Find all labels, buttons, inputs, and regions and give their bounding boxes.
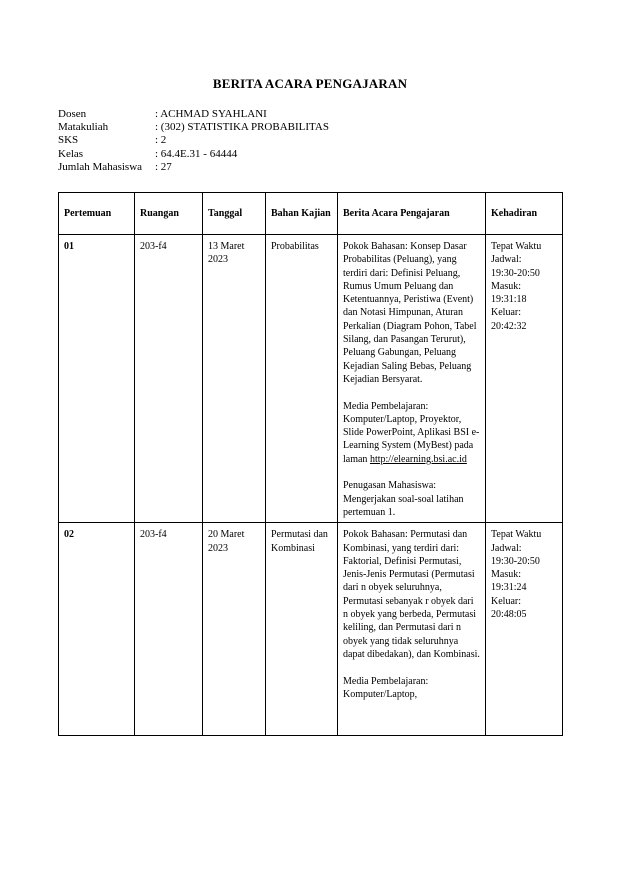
header-ruangan: Ruangan — [135, 193, 203, 235]
kehadiran-masuk-value: 19:31:18 — [491, 294, 527, 306]
info-label: Matakuliah — [58, 121, 109, 134]
info-label: Kelas — [58, 147, 84, 160]
info-value: : 64.4E.31 - 64444 — [155, 147, 238, 160]
kehadiran-jadwal-value: 19:30-20:50 — [491, 267, 540, 279]
info-label: SKS — [58, 134, 79, 147]
media-pembelajaran-text — [343, 400, 480, 466]
cell-berita-acara — [338, 235, 486, 523]
pokok-bahasan-text: Pokok Bahasan: Permutasi dan Kombinasi, yang terdiri dari: Faktorial, Definisi Permutasi, Jenis-Jenis Permutasi (Permutasi dari n obyek seluruhnya, Permutasi sebanyak r obyek dari n obyek yang berbeda, Permutasi keliling, dan Permutasi dari n obyek yang tidak seluruhnya dapat dibedakan), dan Kombinasi. — [343, 529, 480, 660]
kehadiran-status: Tepat Waktu — [491, 241, 542, 252]
info-value: : ACHMAD SYAHLANI — [155, 108, 267, 120]
kehadiran-keluar-value: 20:48:05 — [491, 609, 527, 621]
cell-bahan-kajian: Permutasi dan Kombinasi — [266, 523, 338, 736]
header-tanggal: Tanggal — [203, 193, 266, 235]
info-value: : (302) STATISTIKA PROBABILITAS — [155, 121, 329, 134]
document-title: BERITA ACARA PENGAJARAN — [212, 76, 408, 91]
cell-ruangan: 203-f4 — [135, 523, 203, 736]
kehadiran-keluar-value: 20:42:32 — [491, 320, 527, 332]
info-label: Jumlah Mahasiswa — [58, 160, 143, 173]
teaching-report-table — [58, 192, 563, 736]
table-row — [59, 523, 563, 736]
media-text: Media Pembelajaran: Komputer/Laptop, Proyektor, Slide PowerPoint, Aplikasi BSI e-Learning System (MyBest) pada laman — [343, 400, 480, 465]
info-sks — [58, 134, 329, 147]
header-kehadiran: Kehadiran — [486, 193, 563, 235]
penugasan-text: Penugasan Mahasiswa: Mengerjakan soal-soal latihan pertemuan 1. — [343, 480, 464, 518]
pokok-bahasan-text: Pokok Bahasan: Konsep Dasar Probabilitas (Peluang), yang terdiri dari: Definisi Peluang, Rumus Umum Peluang dan Ketentuannya, Peristiwa (Event) dan Notasi Himpunan, Aturan Perkalian (Diagram Pohon, Tabel Silang, dan Pasangan Terurut), Peluang Gabungan, Peluang Kejadian Saling Bebas, Peluang Kejadian Bersyarat. — [343, 241, 477, 385]
header-berita-acara: Berita Acara Pengajaran — [338, 193, 486, 235]
kehadiran-jadwal-label: Jadwal: — [491, 542, 522, 554]
cell-bahan-kajian: Probabilitas — [266, 235, 338, 523]
kehadiran-masuk-label: Masuk: — [491, 280, 521, 292]
info-dosen — [58, 108, 329, 121]
course-info — [58, 108, 329, 174]
kehadiran-jadwal-value: 19:30-20:50 — [491, 555, 540, 567]
cell-pertemuan: 02 — [59, 523, 135, 736]
info-value: : 2 — [155, 134, 167, 147]
cell-pertemuan: 01 — [59, 235, 135, 523]
berita-acara-content — [343, 528, 480, 701]
info-kelas — [58, 148, 329, 161]
kehadiran-keluar-label: Keluar: — [491, 595, 521, 607]
info-jumlah-mahasiswa — [58, 161, 329, 174]
info-matakuliah — [58, 121, 329, 134]
cell-berita-acara — [338, 523, 486, 736]
cell-ruangan: 203-f4 — [135, 235, 203, 523]
table-row — [59, 235, 563, 523]
cell-tanggal: 20 Maret 2023 — [203, 523, 266, 736]
header-bahan-kajian: Bahan Kajian — [266, 193, 338, 235]
cell-kehadiran — [486, 523, 563, 736]
media-pembelajaran-text: Media Pembelajaran: Komputer/Laptop, — [343, 675, 429, 700]
header-pertemuan: Pertemuan — [59, 193, 135, 235]
kehadiran-status: Tepat Waktu — [491, 529, 542, 541]
info-label: Dosen — [58, 108, 87, 120]
cell-tanggal: 13 Maret 2023 — [203, 235, 266, 523]
kehadiran-masuk-label: Masuk: — [491, 569, 521, 581]
elearning-link[interactable]: http://elearning.bsi.ac.id — [369, 453, 467, 465]
cell-kehadiran — [486, 235, 563, 523]
info-value: : 27 — [155, 160, 172, 173]
kehadiran-jadwal-label: Jadwal: — [491, 254, 522, 266]
kehadiran-masuk-value: 19:31:24 — [491, 582, 527, 594]
kehadiran-keluar-label: Keluar: — [491, 307, 521, 319]
table-header-row — [59, 193, 563, 235]
